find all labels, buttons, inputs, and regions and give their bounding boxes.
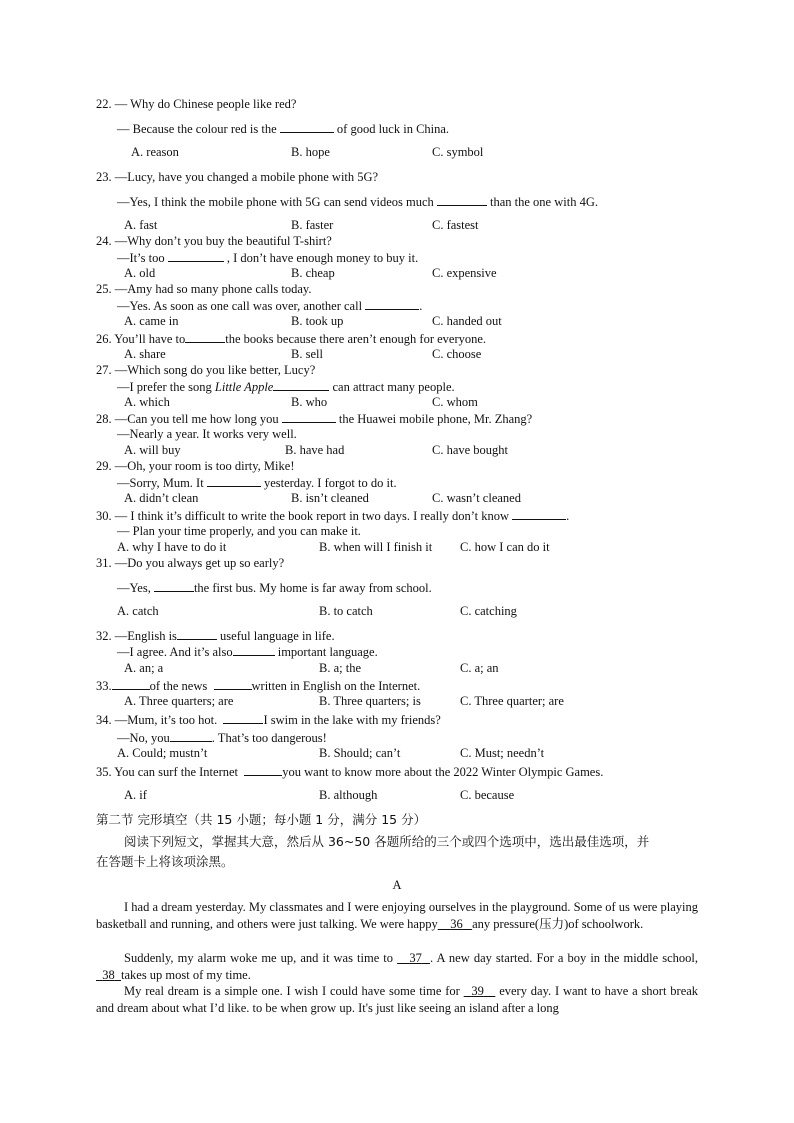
option-a[interactable]: A. reason bbox=[131, 145, 179, 159]
passage-paragraph-3: My real dream is a simple one. I wish I could have some time for 39 every day. I want to have a short break and dream about what I’d like. to be when grow up. It's just like seeing an island after a long bbox=[96, 984, 699, 1015]
option-a[interactable]: A. old bbox=[124, 266, 156, 280]
question-32-reply: —I agree. And it’s also important language. bbox=[117, 645, 378, 659]
option-b[interactable]: B. cheap bbox=[291, 266, 335, 280]
option-b[interactable]: B. who bbox=[291, 395, 328, 409]
question-34-reply: —No, you . That’s too dangerous! bbox=[117, 731, 327, 745]
question-24: 24. —Why don’t you buy the beautiful T-shirt? bbox=[96, 234, 332, 248]
question-26: 26. You’ll have to the books because there aren’t enough for everyone. bbox=[96, 332, 487, 346]
option-b[interactable]: B. sell bbox=[291, 347, 323, 361]
section-instruction-cont: 在答题卡上将该项涂黑。 bbox=[96, 854, 234, 869]
option-b[interactable]: B. Three quarters; is bbox=[319, 694, 421, 708]
section-instruction: 阅读下列短文，掌握其大意，然后从 36~50 各题所给的三个或四个选项中，选出最佳选项，并 bbox=[124, 834, 650, 849]
answer-blank[interactable] bbox=[214, 678, 252, 690]
answer-blank[interactable] bbox=[282, 411, 336, 423]
option-c[interactable]: C. expensive bbox=[432, 266, 497, 280]
question-27: 27. —Which song do you like better, Lucy? bbox=[96, 363, 316, 377]
answer-blank[interactable] bbox=[154, 580, 194, 592]
passage-paragraph-2: Suddenly, my alarm woke me up, and it was time to 37 . A new day started. For a boy in the middle school, 38 takes up most of my time. bbox=[96, 950, 698, 983]
answer-blank[interactable] bbox=[185, 331, 225, 343]
question-27-answer-line: —I prefer the song Little Apple can attract many people. bbox=[117, 380, 455, 394]
option-a[interactable]: A. didn’t clean bbox=[124, 491, 199, 505]
option-b[interactable]: B. a; the bbox=[319, 661, 362, 675]
answer-blank[interactable] bbox=[233, 644, 275, 656]
option-c[interactable]: C. a; an bbox=[460, 661, 499, 675]
question-28: 28. —Can you tell me how long you the Huawei mobile phone, Mr. Zhang? bbox=[96, 412, 533, 426]
question-35: 35. You can surf the Internet you want to know more about the 2022 Winter Olympic Games. bbox=[96, 765, 604, 779]
answer-blank[interactable] bbox=[437, 194, 487, 206]
option-c[interactable]: C. fastest bbox=[432, 218, 479, 232]
option-a[interactable]: A. which bbox=[124, 395, 170, 409]
answer-blank[interactable] bbox=[365, 298, 419, 310]
question-22-answer-line: — Because the colour red is the of good luck in China. bbox=[117, 122, 450, 136]
question-33: 33. of the news written in English on the Internet. bbox=[96, 679, 421, 693]
option-a[interactable]: A. fast bbox=[124, 218, 158, 232]
answer-blank[interactable] bbox=[244, 764, 282, 776]
option-b[interactable]: B. Should; can’t bbox=[319, 746, 401, 760]
blank-37[interactable]: 37 bbox=[409, 951, 422, 965]
question-29: 29. —Oh, your room is too dirty, Mike! bbox=[96, 459, 295, 473]
option-a[interactable]: A. why I have to do it bbox=[117, 540, 227, 554]
option-c[interactable]: C. because bbox=[460, 788, 515, 802]
option-b[interactable]: B. to catch bbox=[319, 604, 373, 618]
question-29-answer-line: —Sorry, Mum. It yesterday. I forgot to do it. bbox=[117, 476, 397, 490]
answer-blank[interactable] bbox=[273, 379, 329, 391]
option-a[interactable]: A. share bbox=[124, 347, 166, 361]
option-c[interactable]: C. whom bbox=[432, 395, 478, 409]
option-c[interactable]: C. Must; needn’t bbox=[460, 746, 545, 760]
option-b[interactable]: B. although bbox=[319, 788, 378, 802]
section-title: 第二节 完形填空（共 15 小题；每小题 1 分，满分 15 分） bbox=[96, 812, 427, 827]
option-a[interactable]: A. Three quarters; are bbox=[124, 694, 234, 708]
blank-38[interactable]: 38 bbox=[102, 967, 115, 982]
option-b[interactable]: B. isn’t cleaned bbox=[291, 491, 369, 505]
answer-blank[interactable] bbox=[168, 250, 224, 262]
option-c[interactable]: C. catching bbox=[460, 604, 517, 618]
option-c[interactable]: C. how I can do it bbox=[460, 540, 550, 554]
question-34: 34. —Mum, it’s too hot. I swim in the lake with my friends? bbox=[96, 713, 441, 727]
option-c[interactable]: C. handed out bbox=[432, 314, 502, 328]
option-a[interactable]: A. will buy bbox=[124, 443, 181, 457]
option-b[interactable]: B. faster bbox=[291, 218, 334, 232]
option-a[interactable]: A. Could; mustn’t bbox=[117, 746, 208, 760]
option-c[interactable]: C. Three quarter; are bbox=[460, 694, 564, 708]
option-c[interactable]: C. have bought bbox=[432, 443, 509, 457]
question-30-reply: — Plan your time properly, and you can make it. bbox=[117, 524, 361, 538]
question-25-answer-line: —Yes. As soon as one call was over, another call . bbox=[117, 299, 423, 313]
option-b[interactable]: B. hope bbox=[291, 145, 330, 159]
option-b[interactable]: B. took up bbox=[291, 314, 344, 328]
blank-36[interactable]: 36 bbox=[450, 916, 463, 931]
answer-blank[interactable] bbox=[512, 508, 566, 520]
answer-blank[interactable] bbox=[177, 628, 217, 640]
answer-blank[interactable] bbox=[280, 121, 334, 133]
question-31-answer-line: —Yes, the first bus. My home is far away from school. bbox=[117, 581, 432, 595]
question-23: 23. —Lucy, have you changed a mobile phone with 5G? bbox=[96, 170, 379, 184]
answer-blank[interactable] bbox=[112, 678, 150, 690]
question-31: 31. —Do you always get up so early? bbox=[96, 556, 285, 570]
question-30: 30. — I think it’s difficult to write the book report in two days. I really don’t know . bbox=[96, 509, 570, 523]
option-c[interactable]: C. choose bbox=[432, 347, 482, 361]
option-b[interactable]: B. when will I finish it bbox=[319, 540, 433, 554]
question-32: 32. —English is useful language in life. bbox=[96, 629, 335, 643]
blank-39[interactable]: 39 bbox=[471, 984, 484, 998]
question-22: 22. — Why do Chinese people like red? bbox=[96, 97, 297, 111]
question-28-reply: —Nearly a year. It works very well. bbox=[117, 427, 297, 441]
option-c[interactable]: C. symbol bbox=[432, 145, 484, 159]
question-23-answer-line: —Yes, I think the mobile phone with 5G can send videos much than the one with 4G. bbox=[117, 195, 598, 209]
option-a[interactable]: A. catch bbox=[117, 604, 159, 618]
option-b[interactable]: B. have had bbox=[285, 443, 345, 457]
question-25: 25. —Amy had so many phone calls today. bbox=[96, 282, 312, 296]
passage-paragraph-1: I had a dream yesterday. My classmates and I were enjoying ourselves in the playground. Some of us were playing basketball and running, and others were just talking. We were happy 36 any pressure(压力)of schoolwork. bbox=[96, 900, 698, 931]
question-24-answer-line: —It’s too , I don’t have enough money to buy it. bbox=[117, 251, 419, 265]
option-a[interactable]: A. an; a bbox=[124, 661, 164, 675]
answer-blank[interactable] bbox=[223, 712, 263, 724]
passage-label: A bbox=[392, 878, 402, 892]
option-c[interactable]: C. wasn’t cleaned bbox=[432, 491, 521, 505]
option-a[interactable]: A. if bbox=[124, 788, 147, 802]
answer-blank[interactable] bbox=[207, 475, 261, 487]
option-a[interactable]: A. came in bbox=[124, 314, 179, 328]
answer-blank[interactable] bbox=[170, 730, 212, 742]
